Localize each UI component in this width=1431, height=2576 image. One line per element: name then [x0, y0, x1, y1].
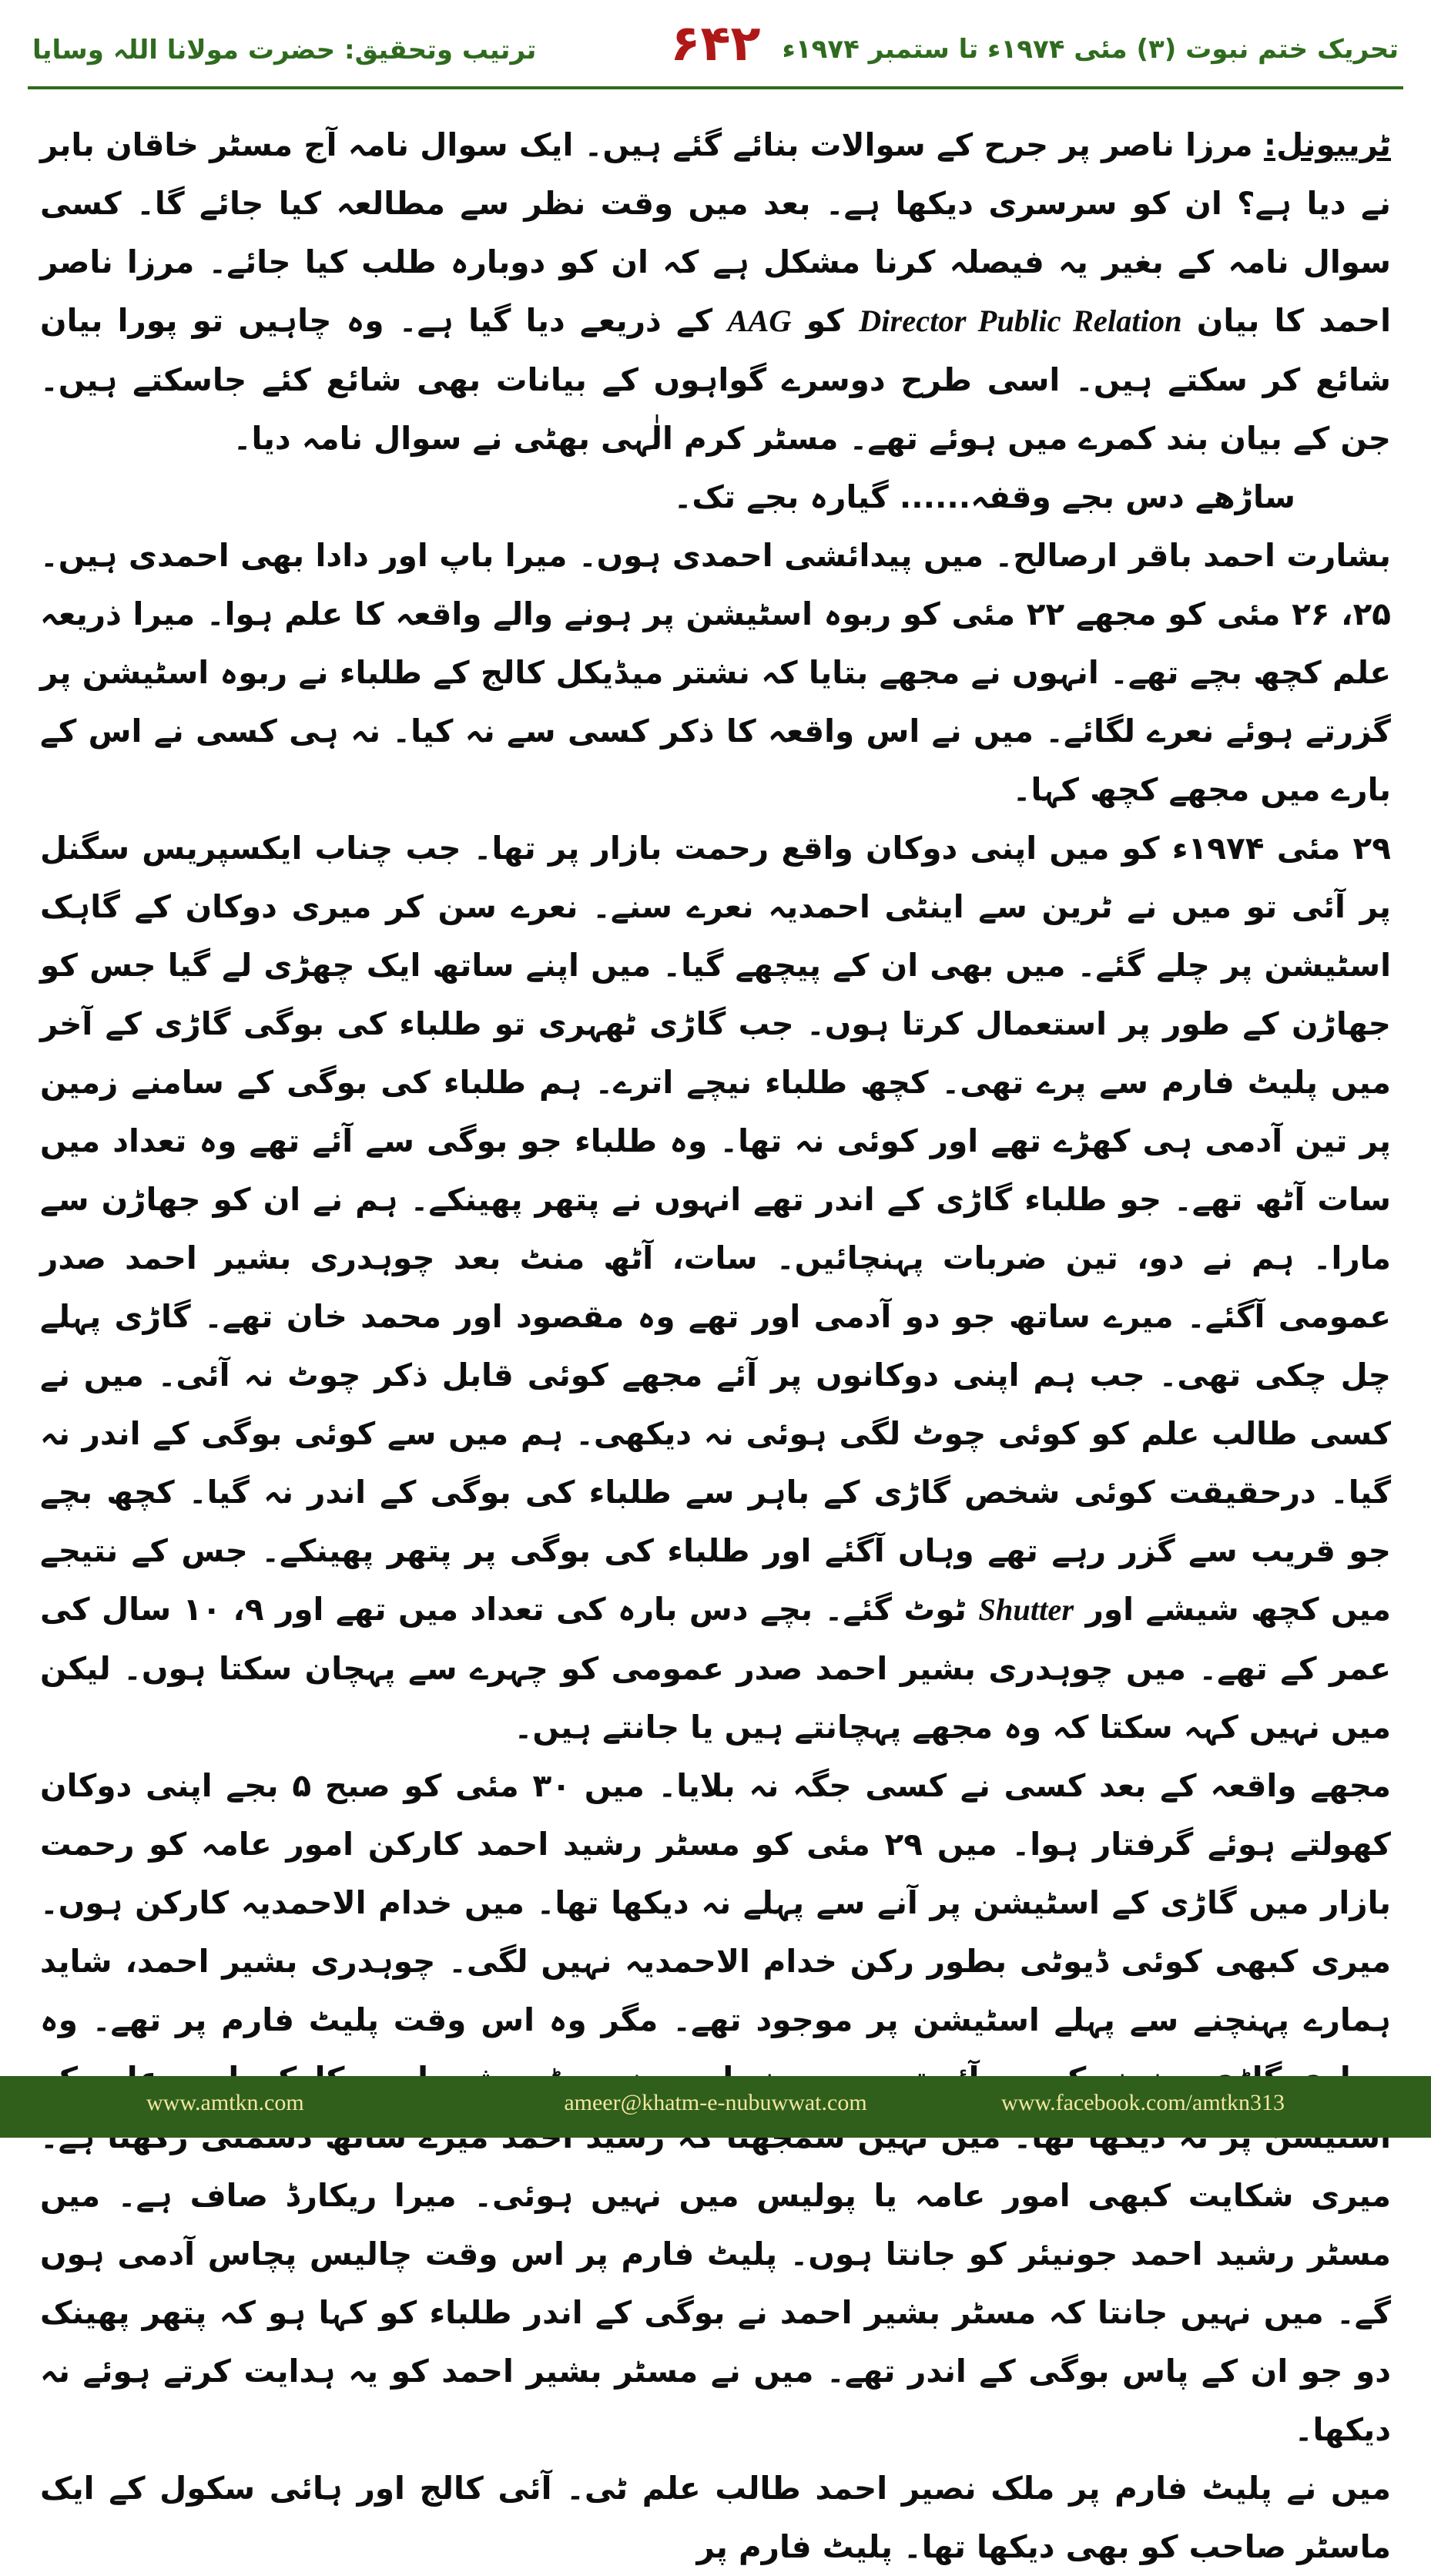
paragraph-platform: میں نے پلیٹ فارم پر ملک نصیر احمد طالب علم ٹی۔ آئی کالج اور ہائی سکول کے ایک ماسٹر صاحب کو بھی دیکھا تھا۔ پلیٹ فارم پر: [40, 2470, 1391, 2565]
page-footer: [0, 2076, 1431, 2138]
compiler-credit: ترتیب وتحقیق: حضرت مولانا اللہ وسایا: [32, 35, 537, 65]
paragraph-text: کے ذریعے دیا گیا ہے۔ وہ چاہیں تو پورا بیان شائع کر سکتے ہیں۔ اسی طرح دوسرے گواہوں کے بیانات بھی شائع کئے جاسکتے ہیں۔ جن کے بیان بند کمرے میں ہوئے تھے۔ مسٹر کرم الٰہی بھٹی نے سوال نامہ دیا۔: [40, 302, 1391, 457]
paragraph-text: مرزا ناصر پر جرح کے سوالات بنائے گئے ہیں۔ ایک سوال نامہ آج مسٹر خاقان بابر نے دیا ہے؟ ان کو سرسری دیکھا ہے۔ بعد میں وقت نظر سے مطالعہ کیا جائے گا۔ کسی سوال نامہ کے بغیر یہ فیصلہ کرنا مشکل ہے کہ ان کو دوبارہ طلب کیا جائے۔ مرزا ناصر احمد کا بیان: [40, 126, 1391, 339]
page-header: [0, 0, 1431, 91]
footer-email-link[interactable]: ameer@khatm-e-nubuwwat.com: [564, 2090, 867, 2115]
paragraph-witness-account: [40, 819, 1391, 1756]
english-term: Director Public Relation: [858, 304, 1182, 338]
paragraph-break-note: ساڑھے دس بجے وقفہ...... گیارہ بجے تک۔: [673, 478, 1295, 515]
book-title: تحریک ختم نبوت (۳) مئی ۱۹۷۴ء تا ستمبر ۱۹۷۴ء: [782, 34, 1399, 65]
speaker-label: ٹریبونل:: [1263, 126, 1391, 163]
english-term: Shutter: [978, 1592, 1074, 1627]
paragraph-text: کو: [806, 302, 844, 339]
paragraph-text: ۲۹ مئی ۱۹۷۴ء کو میں اپنی دوکان واقع رحمت بازار پر تھا۔ جب چناب ایکسپریس سگنل پر آئی تو میں نے ٹرین سے اینٹی احمدیہ نعرے سنے۔ نعرے سن کر میری دوکان کے گاہک اسٹیشن پر چلے گئے۔ میں بھی ان کے پیچھے گیا۔ میں اپنے ساتھ ایک چھڑی لے گیا جس کو جھاڑن کے طور پر استعمال کرتا ہوں۔ جب گاڑی ٹھہری تو طلباء کی بوگی گاڑی کے آخر میں پلیٹ فارم سے پرے تھی۔ کچھ طلباء نیچے اترے۔ ہم طلباء کی بوگی کے سامنے زمین پر تین آدمی ہی کھڑے تھے اور کوئی نہ تھا۔ وہ طلباء جو بوگی سے آئے تھے وہ تعداد میں سات آٹھ تھے۔ جو طلباء گاڑی کے اندر تھے انہوں نے پتھر پھینکے۔ ہم نے ان کو جھاڑن سے مارا۔ ہم نے دو، تین ضربات پہنچائیں۔ سات، آٹھ منٹ بعد چوہدری بشیر احمد صدر عمومی آگئے۔ میرے ساتھ جو دو آدمی اور تھے وہ مقصود اور محمد خان تھے۔ گاڑی پہلے چل چکی تھی۔ جب ہم اپنی دوکانوں پر آئے مجھے کوئی قابل ذکر چوٹ نہ آئی۔ میں نے کسی طالب علم کو کوئی چوٹ لگی ہوئی نہ دیکھی۔ ہم میں سے کوئی بوگی کے اندر نہ گیا۔ درحقیقت کوئی شخص گاڑی کے باہر سے طلباء کی بوگی کے اندر نہ گیا۔ کچھ بچے جو قریب سے گزر رہے تھے وہاں آگئے اور طلباء کی بوگی پر پتھر پھینکے۔ جس کے نتیجے میں کچھ شیشے اور: [40, 830, 1392, 1628]
footer-website-link[interactable]: www.amtkn.com: [146, 2090, 304, 2115]
page-number: ۶۴۲: [670, 15, 761, 72]
header-rule: [28, 86, 1403, 89]
paragraph-arrest: مجھے واقعہ کے بعد کسی نے کسی جگہ نہ بلایا۔ میں ۳۰ مئی کو صبح ۵ بجے اپنی دوکان کھولتے ہوئے گرفتار ہوا۔ میں ۲۹ مئی کو مسٹر رشید احمد کارکن امور عامہ کو رحمت بازار میں گاڑی کے اسٹیشن پر آنے سے پہلے نہ دیکھا تھا۔ میں خدام الاحمدیہ کارکن ہوں۔ میری کبھی کوئی ڈیوٹی بطور رکن خدام الاحمدیہ نہیں لگی۔ چوہدری بشیر احمد، شاید ہمارے پہنچنے سے پہلے اسٹیشن پر موجود تھے۔ مگر وہ اس وقت پلیٹ فارم پر تھے۔ وہ میری شکایت کبھی امور عامہ یا پولیس میں نہیں ہوئی۔ میرا ریکارڈ صاف ہے۔ میں مسٹر رشید احمد جونیئر کو جانتا ہوں۔ پلیٹ فارم پر اس وقت چالیس پچاس آدمی ہوں گے۔ میں نہیں جانتا کہ مسٹر بشیر احمد نے بوگی کے اندر طلباء کو کہا ہو کہ پتھر پھینک دو جو ان کے پاس بوگی کے اندر تھے۔ میں نے مسٹر بشیر احمد کو یہ ہدایت کرتے ہوئے نہ دیکھا۔: [40, 1767, 1391, 2448]
footer-facebook-link[interactable]: www.facebook.com/amtkn313: [1001, 2090, 1285, 2115]
english-term: AAG: [727, 304, 792, 338]
paragraph-text: ٹوٹ گئے۔ بچے دس بارہ کی تعداد میں تھے اور ۹، ۱۰ سال کی عمر کے تھے۔ میں چوہدری بشیر احمد صدر عمومی کو چہرے سے پہچان سکتا ہوں۔ لیکن میں نہیں کہہ سکتا کہ وہ مجھے پہچانتے ہیں یا جانتے ہیں۔: [40, 1591, 1391, 1746]
paragraph-witness-intro: بشارت احمد باقر ارصالح۔ میں پیدائشی احمدی ہوں۔ میرا باپ اور دادا بھی احمدی ہیں۔ ۲۵، ۲۶ مئی کو مجھے ۲۲ مئی کو ربوہ اسٹیشن پر ہونے والے واقعہ کا علم ہوا۔ میرا ذریعہ علم کچھ بچے تھے۔ انہوں نے مجھے بتایا کہ نشتر میڈیکل کالج کے طلباء نے ربوہ اسٹیشن پر گزرتے ہوئے نعرے لگائے۔ میں نے اس واقعہ کا ذکر کسی سے نہ کیا۔ نہ ہی کسی نے اس کے بارے میں مجھے کچھ کہا۔: [40, 537, 1392, 808]
paragraph-tribunal: [40, 116, 1391, 468]
